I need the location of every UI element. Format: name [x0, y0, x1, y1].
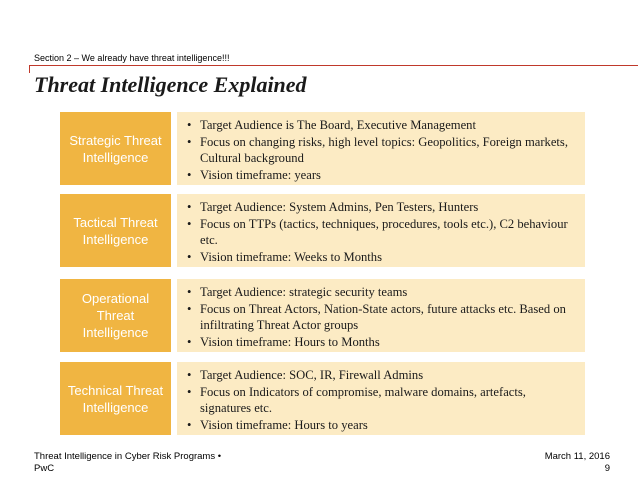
row-strategic — [60, 112, 585, 185]
bullet-list-tactical — [187, 199, 579, 265]
row-tactical — [60, 194, 585, 267]
footer-company: PwC — [34, 463, 55, 474]
bullet-item: • Focus on TTPs (tactics, techniques, procedures, tools etc.), C2 behaviour etc. — [187, 216, 579, 249]
label-strategic: Strategic Threat Intelligence — [69, 132, 162, 165]
bullet-item: • Target Audience: strategic security teams — [187, 284, 579, 301]
page-title: Threat Intelligence Explained — [34, 72, 307, 97]
section-label: Section 2 – We already have threat intelligence!!! — [34, 53, 230, 63]
bullet-item: • Target Audience: SOC, IR, Firewall Admins — [187, 367, 579, 384]
bullet-item: • Vision timeframe: Hours to Months — [187, 334, 579, 351]
bullet-item: • Focus on Threat Actors, Nation-State actors, future attacks etc. Based on infiltrating Threat Actor groups — [187, 301, 579, 334]
content-box-operational — [177, 279, 585, 352]
row-technical — [60, 362, 585, 435]
header-rule — [29, 65, 638, 66]
bullet-item: • Vision timeframe: Hours to years — [187, 417, 579, 434]
bullet-list-technical — [187, 367, 579, 433]
footer-right — [545, 451, 610, 475]
label-tactical: Tactical Threat Intelligence — [73, 214, 158, 247]
bullet-item: • Focus on changing risks, high level topics: Geopolitics, Foreign markets, Cultural background — [187, 134, 579, 167]
content-box-tactical — [177, 194, 585, 267]
footer-date: March 11, 2016 — [544, 451, 610, 462]
footer-left — [34, 451, 221, 475]
bullet-list-operational — [187, 284, 579, 350]
row-operational — [60, 279, 585, 352]
label-box-tactical — [60, 194, 171, 267]
content-box-technical — [177, 362, 585, 435]
label-technical: Technical Threat Intelligence — [67, 382, 164, 415]
label-operational: Operational Threat Intelligence — [81, 291, 150, 340]
bullet-item: • Target Audience: System Admins, Pen Testers, Hunters — [187, 199, 579, 216]
footer-doc-title: Threat Intelligence in Cyber Risk Programs • — [34, 451, 222, 462]
bullet-item: • Focus on Indicators of compromise, malware domains, artefacts, signatures etc. — [187, 384, 579, 417]
bullet-item: • Vision timeframe: years — [187, 167, 579, 184]
page-number: 9 — [604, 463, 610, 474]
label-box-technical — [60, 362, 171, 435]
content-box-strategic — [177, 112, 585, 185]
bullet-list-strategic — [187, 117, 579, 183]
label-box-operational — [60, 279, 171, 352]
bullet-item: • Target Audience is The Board, Executive Management — [187, 117, 579, 134]
header-rule-tick — [29, 65, 30, 73]
label-box-strategic — [60, 112, 171, 185]
bullet-item: • Vision timeframe: Weeks to Months — [187, 249, 579, 266]
